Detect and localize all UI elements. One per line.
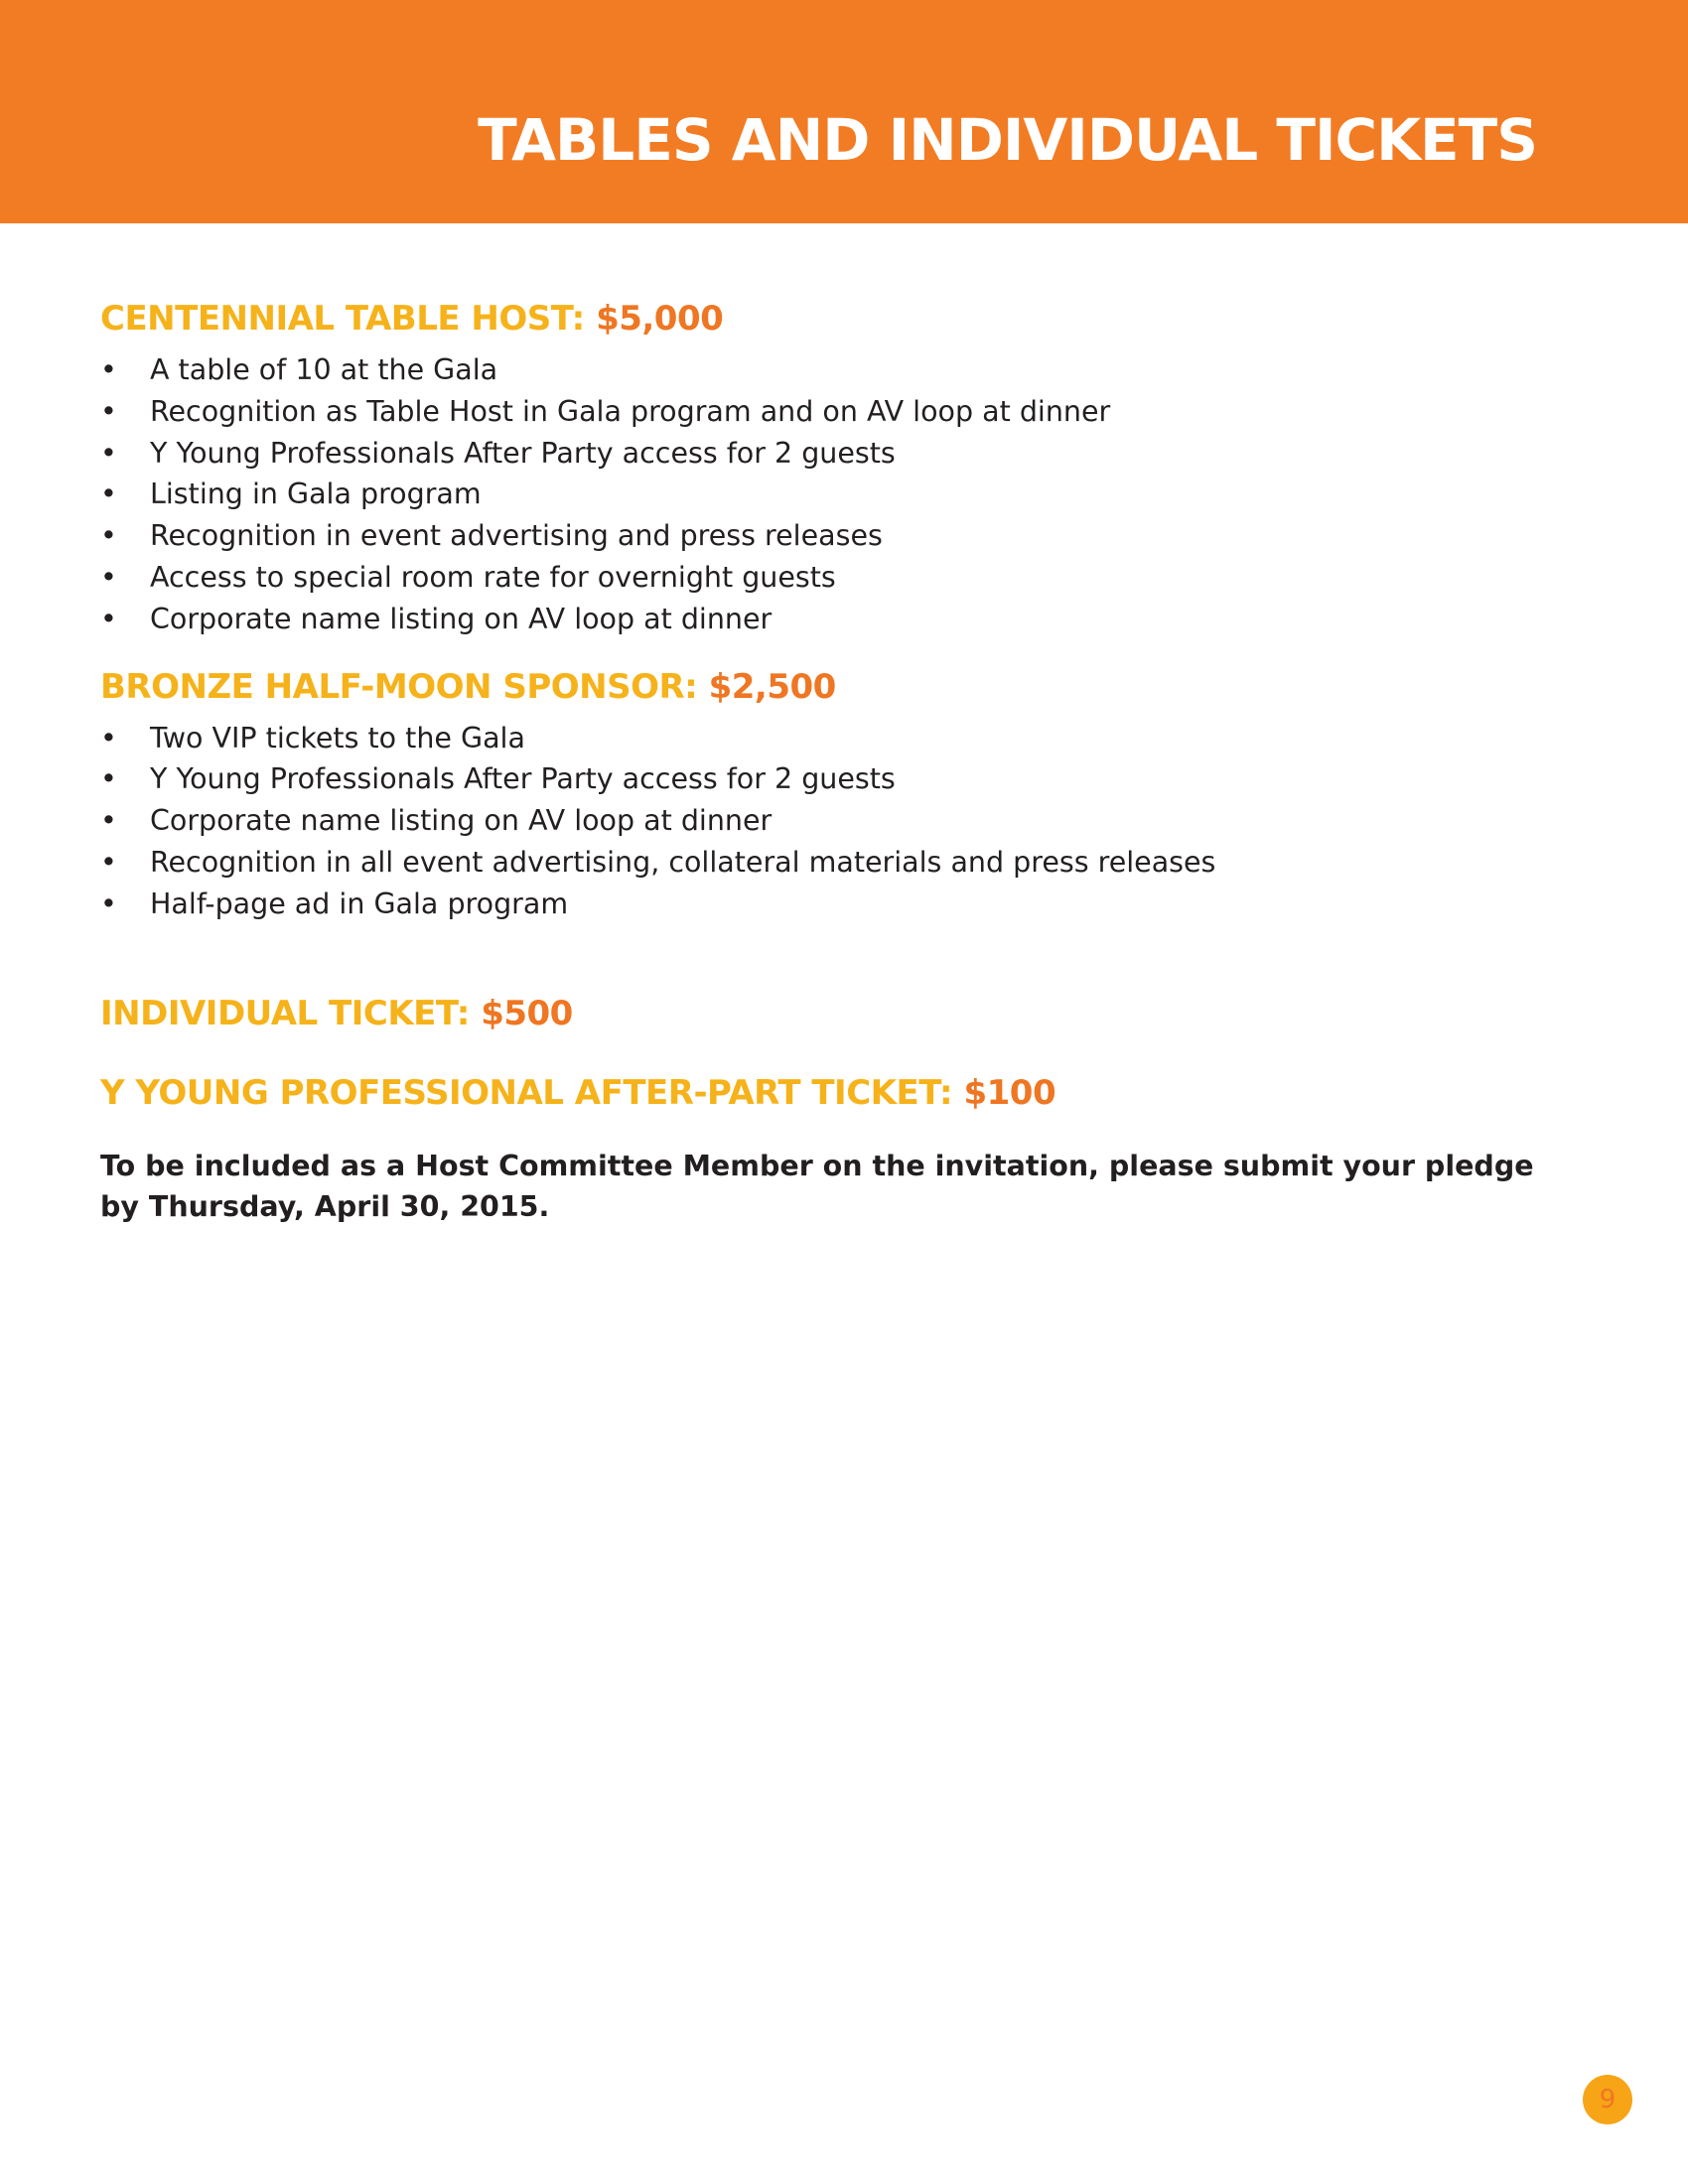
host-committee-note: To be included as a Host Committee Member on the invitation, please submit your pledge by Thursday, April 30, 2015.: [100, 1149, 1534, 1223]
bullet-icon: •: [100, 804, 117, 838]
spacer: [100, 640, 1570, 656]
bullet-icon: •: [100, 721, 117, 754]
bullet-icon: •: [100, 394, 117, 428]
heading-price: $2,500: [708, 666, 836, 707]
spacer: [100, 1044, 1570, 1062]
bullet-icon: •: [100, 519, 117, 553]
heading-label: Y YOUNG PROFESSIONAL AFTER-PART TICKET:: [100, 1072, 964, 1113]
header-band: [0, 0, 1688, 223]
bronze-benefits-list: [100, 718, 1570, 925]
list-item: [100, 842, 1570, 884]
list-item: [100, 515, 1570, 557]
list-item: [100, 433, 1570, 475]
bullet-icon: •: [100, 478, 117, 511]
list-item-text: A table of 10 at the Gala: [150, 353, 498, 386]
bullet-icon: •: [100, 887, 117, 920]
individual-ticket-heading: [100, 983, 1570, 1044]
bronze-heading: [100, 656, 1570, 718]
list-item-text: Recognition in all event advertising, collateral materials and press releases: [150, 845, 1216, 879]
content: [100, 288, 1570, 1227]
list-item-text: Two VIP tickets to the Gala: [150, 721, 525, 754]
bullet-icon: •: [100, 353, 117, 386]
list-item-text: Y Young Professionals After Party access for 2 guests: [150, 436, 896, 470]
list-item: [100, 391, 1570, 433]
bullet-icon: •: [100, 602, 117, 635]
bullet-icon: •: [100, 762, 117, 796]
list-item: [100, 599, 1570, 640]
list-item: [100, 557, 1570, 599]
heading-label: INDIVIDUAL TICKET:: [100, 993, 470, 1033]
list-item-text: Corporate name listing on AV loop at dinner: [150, 804, 773, 838]
centennial-benefits-list: [100, 349, 1570, 640]
list-item-text: Listing in Gala program: [150, 478, 482, 511]
list-item: [100, 349, 1570, 391]
list-item-text: Recognition in event advertising and press releases: [150, 519, 883, 553]
heading-label: BRONZE HALF-MOON SPONSOR:: [100, 666, 698, 707]
heading-price: $100: [963, 1072, 1056, 1113]
list-item-text: Half-page ad in Gala program: [150, 887, 569, 920]
spacer: [100, 925, 1570, 983]
centennial-heading: [100, 288, 1570, 349]
page-title: TABLES AND INDIVIDUAL TICKETS: [478, 106, 1537, 174]
list-item: [100, 884, 1570, 925]
list-item-text: Recognition as Table Host in Gala program and on AV loop at dinner: [150, 394, 1111, 428]
list-item: [100, 474, 1570, 515]
page-number-badge: 9: [1583, 2075, 1632, 2124]
heading-price: $5,000: [596, 299, 724, 339]
bullet-icon: •: [100, 436, 117, 470]
list-item: [100, 718, 1570, 759]
heading-price: $500: [481, 993, 573, 1033]
bullet-icon: •: [100, 560, 117, 594]
list-item-text: Corporate name listing on AV loop at dinner: [150, 602, 773, 635]
heading-label: CENTENNIAL TABLE HOST:: [100, 299, 585, 339]
list-item: [100, 800, 1570, 842]
list-item-text: Y Young Professionals After Party access for 2 guests: [150, 762, 896, 796]
spacer: [100, 1124, 1570, 1146]
bullet-icon: •: [100, 845, 117, 879]
young-professional-ticket-heading: [100, 1062, 1570, 1124]
list-item-text: Access to special room rate for overnight guests: [150, 560, 836, 594]
list-item: [100, 758, 1570, 800]
